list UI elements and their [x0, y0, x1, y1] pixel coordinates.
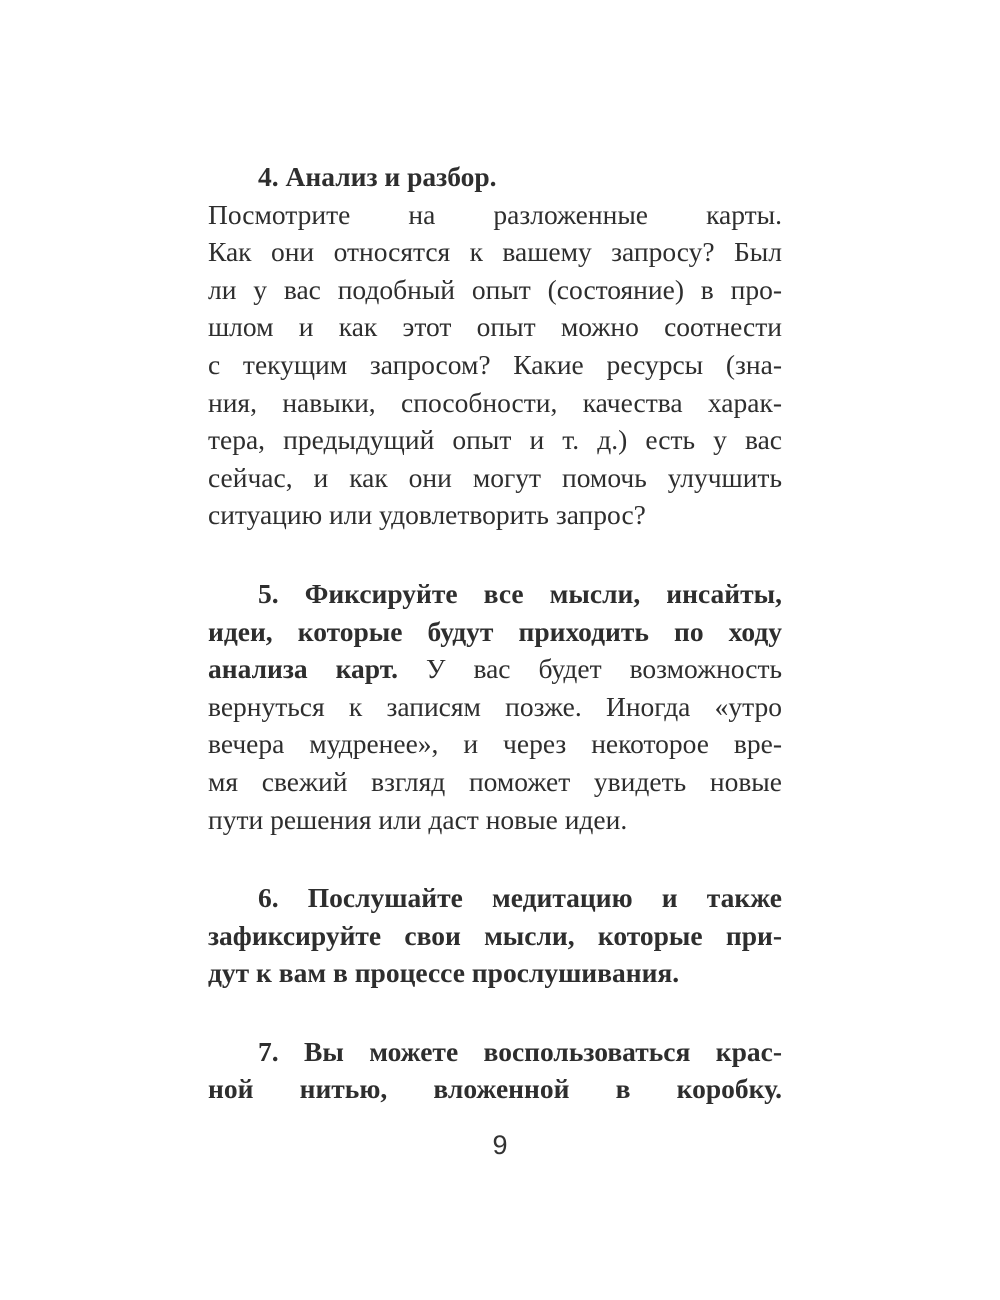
bold-text: 7. Вы можете воспользоваться крас- — [258, 1035, 782, 1067]
text-line — [208, 233, 782, 271]
text-line — [208, 196, 782, 234]
text-line — [208, 879, 782, 917]
bold-text: 4. Анализ и разбор. — [258, 161, 497, 192]
regular-text: ния, навыки, способности, качества харак- — [208, 386, 782, 418]
paragraph-5 — [208, 575, 782, 838]
page-number: 9 — [492, 1130, 508, 1160]
bold-text: 6. Послушайте медитацию и также — [258, 882, 782, 914]
regular-text: Посмотрите на разложенные карты. — [208, 198, 782, 230]
regular-text: сейчас, и как они могут помочь улучшить — [208, 461, 782, 493]
regular-text: вернуться к записям позже. Иногда «утро — [208, 690, 782, 722]
text-line — [208, 917, 782, 955]
paragraph-4 — [208, 158, 782, 534]
regular-text: тера, предыдущий опыт и т. д.) есть у вас — [208, 424, 782, 456]
regular-text: мя свежий взгляд поможет увидеть новые — [208, 765, 782, 797]
bold-text: анализа карт. — [208, 653, 399, 685]
text-line — [208, 384, 782, 422]
text-line — [208, 308, 782, 346]
bold-text: зафиксируйте свои мысли, которые при- — [208, 919, 782, 951]
text-line — [208, 688, 782, 726]
bold-text: ной нитью, вложенной в коробку. — [208, 1073, 782, 1105]
regular-text: Как они относятся к вашему запросу? Был — [208, 236, 782, 268]
text-line — [208, 1033, 782, 1071]
regular-text: ли у вас подобный опыт (состояние) в про- — [208, 273, 782, 305]
paragraph-6 — [208, 879, 782, 992]
regular-text: пути решения или даст новые идеи. — [208, 803, 628, 835]
bold-text: идеи, которые будут приходить по ходу — [208, 615, 782, 647]
text-line — [208, 725, 782, 763]
bold-text: 5. Фиксируйте все мысли, инсайты, — [258, 577, 782, 609]
text-line — [208, 575, 782, 613]
regular-text: вечера мудренее», и через некоторое вре- — [208, 728, 782, 760]
paragraph-7 — [208, 1033, 782, 1108]
page-body — [208, 158, 782, 1149]
regular-text: с текущим запросом? Какие ресурсы (зна- — [208, 348, 782, 380]
text-line — [208, 1070, 782, 1108]
bold-text: дут к вам в процессе прослушивания. — [208, 957, 680, 989]
text-line — [208, 650, 782, 688]
regular-text: ситуацию или удовлетворить запрос? — [208, 499, 646, 531]
text-line — [208, 496, 782, 534]
text-line — [208, 346, 782, 384]
text-line — [208, 801, 782, 839]
text-line — [208, 763, 782, 801]
text-line — [208, 613, 782, 651]
regular-text: шлом и как этот опыт можно соотнести — [208, 311, 782, 343]
text-line — [208, 459, 782, 497]
text-line — [208, 421, 782, 459]
regular-text: У вас будет возможность — [398, 653, 782, 685]
text-line — [208, 954, 782, 992]
text-line — [208, 158, 782, 196]
text-line — [208, 271, 782, 309]
